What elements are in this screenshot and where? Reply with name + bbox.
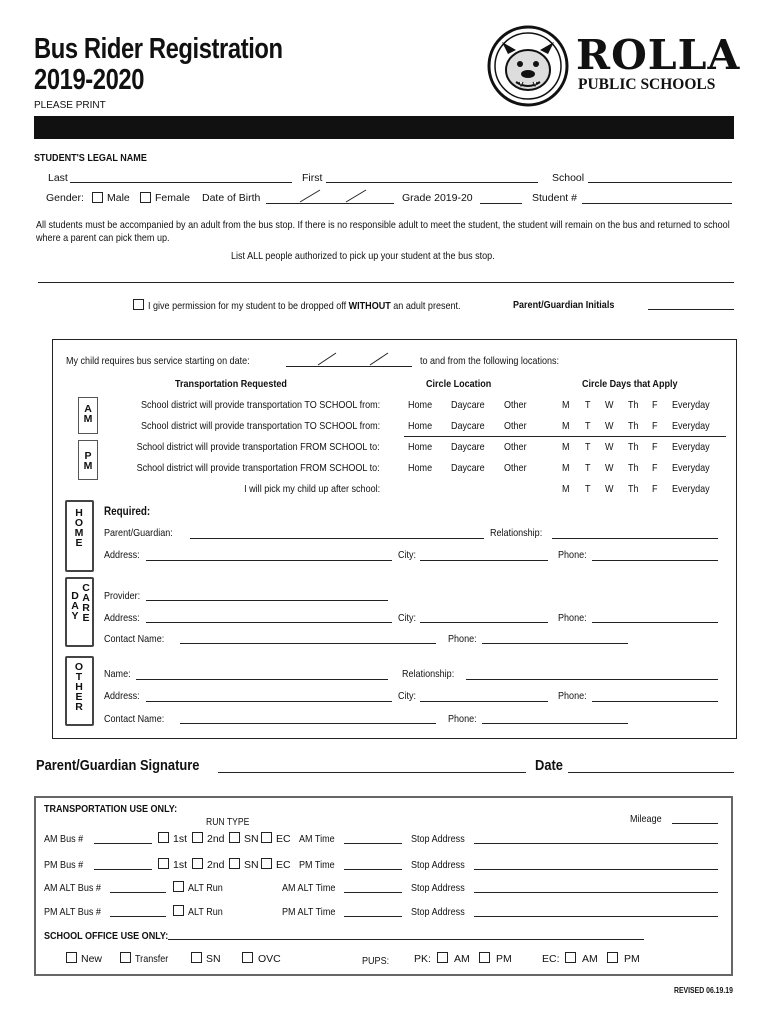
- male-checkbox[interactable]: [92, 192, 103, 203]
- initials-label: Parent/Guardian Initials: [513, 299, 615, 311]
- home-tab: [65, 500, 94, 572]
- day-option[interactable]: Th: [628, 420, 639, 432]
- male-label: Male: [107, 192, 130, 204]
- am-bus-field[interactable]: [94, 843, 152, 844]
- ec-am-label: AM: [582, 953, 598, 965]
- other-address-label: Address:: [104, 690, 140, 702]
- daycare-address-label: Address:: [104, 612, 140, 624]
- pm-alt-bus-label: PM ALT Bus #: [44, 906, 101, 918]
- gender-label: Gender:: [46, 192, 84, 204]
- am-alt-time-field[interactable]: [344, 892, 402, 893]
- home-city-field[interactable]: [420, 560, 548, 561]
- other-tab: [65, 656, 94, 726]
- list-authorized-text: List ALL people authorized to pick up your student at the bus stop.: [231, 250, 495, 262]
- location-option[interactable]: Other: [504, 441, 527, 453]
- revised-date: REVISED 06.19.19: [674, 986, 733, 995]
- slash-icon: [316, 352, 338, 366]
- am-tab: [78, 397, 98, 434]
- am-stop-field[interactable]: [474, 843, 718, 844]
- slash-icon: [344, 189, 368, 203]
- notice-paragraph: All students must be accompanied by an adult from the bus stop. If there is no responsible adult to meet the student, the student will remain on the bus and returned to school where a parent can pick them up.: [36, 219, 730, 244]
- day-option[interactable]: T: [585, 399, 591, 411]
- location-option[interactable]: Daycare: [451, 462, 485, 474]
- first-name-field[interactable]: [326, 182, 538, 183]
- slash-icon: [298, 189, 322, 203]
- other-phone-label: Phone:: [558, 690, 587, 702]
- home-phone-label: Phone:: [558, 549, 587, 561]
- am-sn-label: SN: [244, 833, 259, 845]
- day-option[interactable]: W: [605, 420, 614, 432]
- day-option[interactable]: M: [562, 462, 570, 474]
- new-checkbox[interactable]: [66, 952, 77, 963]
- daycare-city-label: City:: [398, 612, 417, 624]
- locations-label: to and from the following locations:: [420, 355, 560, 367]
- other-phone2-field[interactable]: [482, 723, 628, 724]
- student-section-label: STUDENT'S LEGAL NAME: [34, 152, 147, 164]
- other-name-label: Name:: [104, 668, 131, 680]
- day-option[interactable]: M: [562, 420, 570, 432]
- am-2nd-checkbox[interactable]: [192, 832, 203, 843]
- location-option[interactable]: Daycare: [451, 441, 485, 453]
- ovc-label: OVC: [258, 953, 281, 965]
- pm-sn-checkbox[interactable]: [229, 858, 240, 869]
- ec-pm-label: PM: [624, 953, 640, 965]
- grade-label: Grade 2019-20: [402, 192, 473, 204]
- am-ec-checkbox[interactable]: [261, 832, 272, 843]
- pm-ec-checkbox[interactable]: [261, 858, 272, 869]
- day-option[interactable]: M: [562, 441, 570, 453]
- home-address-label: Address:: [104, 549, 140, 561]
- am-alt-stop-field[interactable]: [474, 892, 718, 893]
- pm-stop-field[interactable]: [474, 869, 718, 870]
- daycare-phone2-field[interactable]: [482, 643, 628, 644]
- location-option[interactable]: Other: [504, 462, 527, 474]
- day-option[interactable]: Th: [628, 399, 639, 411]
- logo-brand: ROLLA: [576, 31, 741, 79]
- pm-tab: [78, 440, 98, 480]
- pk-pm-label: PM: [496, 953, 512, 965]
- service-row-label: School district will provide transportation FROM SCHOOL to:: [136, 441, 380, 453]
- am-alt-run-checkbox[interactable]: [173, 881, 184, 892]
- home-phone-field[interactable]: [592, 560, 718, 561]
- location-option[interactable]: Home: [408, 441, 433, 453]
- am-1st-checkbox[interactable]: [158, 832, 169, 843]
- please-print-note: PLEASE PRINT: [34, 100, 106, 111]
- daycare-phone2-label: Phone:: [448, 633, 477, 645]
- location-option[interactable]: Home: [408, 420, 433, 432]
- day-option[interactable]: F: [652, 441, 658, 453]
- service-row-label: School district will provide transportation TO SCHOOL from:: [140, 420, 380, 432]
- bulldog-logo-icon: [486, 24, 570, 108]
- day-option[interactable]: T: [585, 420, 591, 432]
- location-option[interactable]: Daycare: [451, 420, 485, 432]
- daycare-phone-label: Phone:: [558, 612, 587, 624]
- sn-label: SN: [206, 953, 221, 965]
- pm-time-field[interactable]: [344, 869, 402, 870]
- slash-icon: [368, 352, 390, 366]
- am-sn-checkbox[interactable]: [229, 832, 240, 843]
- service-row-label: I will pick my child up after school:: [243, 483, 380, 495]
- pups-label: PUPS:: [362, 955, 390, 967]
- provider-field[interactable]: [146, 600, 388, 601]
- day-option[interactable]: Th: [628, 483, 639, 495]
- day-option[interactable]: W: [605, 399, 614, 411]
- daycare-tab: [65, 577, 94, 647]
- am-time-label: AM Time: [299, 833, 335, 845]
- pm-2nd-label: 2nd: [207, 859, 225, 871]
- logo-subtitle: PUBLIC SCHOOLS: [578, 76, 716, 93]
- initials-field[interactable]: [648, 309, 734, 310]
- transfer-label: Transfer: [135, 953, 169, 965]
- pm-alt-run-checkbox[interactable]: [173, 905, 184, 916]
- day-option[interactable]: Th: [628, 441, 639, 453]
- authorized-persons-field[interactable]: [38, 282, 734, 283]
- header-bar: [34, 116, 734, 139]
- transportation-use-title: TRANSPORTATION USE ONLY:: [44, 803, 178, 815]
- other-address-field[interactable]: [146, 701, 392, 702]
- pm-1st-label: 1st: [173, 859, 188, 871]
- provider-label: Provider:: [104, 590, 141, 602]
- home-guardian-field[interactable]: [190, 538, 484, 539]
- am-alt-run-label: ALT Run: [188, 882, 223, 894]
- ec-pm-checkbox[interactable]: [607, 952, 618, 963]
- location-option[interactable]: Other: [504, 399, 527, 411]
- signature-date-label: Date: [535, 757, 563, 774]
- location-option[interactable]: Home: [408, 399, 433, 411]
- pm-alt-run-label: ALT Run: [188, 906, 223, 918]
- day-option[interactable]: M: [562, 399, 570, 411]
- home-relationship-label: Relationship:: [490, 527, 543, 539]
- signature-field[interactable]: [218, 772, 526, 773]
- school-office-divider: [168, 939, 644, 940]
- dob-label: Date of Birth: [202, 192, 261, 204]
- pk-am-checkbox[interactable]: [437, 952, 448, 963]
- start-date-field[interactable]: [286, 366, 412, 367]
- other-phone2-label: Phone:: [448, 713, 477, 725]
- school-label: School: [552, 172, 585, 184]
- student-number-field[interactable]: [582, 203, 732, 204]
- am-1st-label: 1st: [173, 833, 188, 845]
- sn-checkbox[interactable]: [191, 952, 202, 963]
- pm-label: P M: [83, 450, 93, 472]
- day-option[interactable]: Th: [628, 462, 639, 474]
- day-option[interactable]: T: [585, 441, 591, 453]
- signature-date-field[interactable]: [568, 772, 734, 773]
- pm-sn-label: SN: [244, 859, 259, 871]
- day-option[interactable]: W: [605, 441, 614, 453]
- other-contact-label: Contact Name:: [104, 713, 165, 725]
- school-office-title: SCHOOL OFFICE USE ONLY:: [44, 930, 169, 942]
- home-relationship-field[interactable]: [552, 538, 718, 539]
- pm-bus-label: PM Bus #: [44, 859, 84, 871]
- ec-am-checkbox[interactable]: [565, 952, 576, 963]
- col-location-header: Circle Location: [426, 378, 492, 390]
- ec-label: EC:: [542, 953, 560, 965]
- other-phone-field[interactable]: [592, 701, 718, 702]
- am-alt-stop-label: Stop Address: [411, 882, 465, 894]
- form-title: Bus Rider Registration 2019-2020: [34, 33, 283, 96]
- pm-stop-label: Stop Address: [411, 859, 465, 871]
- day-option[interactable]: F: [652, 399, 658, 411]
- day-option[interactable]: F: [652, 420, 658, 432]
- day-option[interactable]: Everyday: [672, 420, 710, 432]
- home-guardian-label: Parent/Guardian:: [104, 527, 173, 539]
- home-address-field[interactable]: [146, 560, 392, 561]
- pm-2nd-checkbox[interactable]: [192, 858, 203, 869]
- required-label: Required:: [104, 506, 151, 518]
- am-alt-bus-field[interactable]: [110, 892, 166, 893]
- day-option[interactable]: Everyday: [672, 399, 710, 411]
- pm-bus-field[interactable]: [94, 869, 152, 870]
- am-bus-label: AM Bus #: [44, 833, 84, 845]
- pk-am-label: AM: [454, 953, 470, 965]
- mileage-field[interactable]: [672, 823, 718, 824]
- daycare-contact-field[interactable]: [180, 643, 436, 644]
- am-time-field[interactable]: [344, 843, 402, 844]
- pm-alt-bus-field[interactable]: [110, 916, 166, 917]
- service-row-label: School district will provide transportation TO SCHOOL from:: [140, 399, 380, 411]
- signature-label: Parent/Guardian Signature: [36, 757, 200, 774]
- home-city-label: City:: [398, 549, 417, 561]
- school-field[interactable]: [588, 182, 732, 183]
- other-city-label: City:: [398, 690, 417, 702]
- home-tab-label: H O M E: [74, 507, 84, 549]
- grade-field[interactable]: [480, 203, 522, 204]
- pm-alt-time-field[interactable]: [344, 916, 402, 917]
- pm-alt-time-label: PM ALT Time: [282, 906, 336, 918]
- pm-alt-stop-label: Stop Address: [411, 906, 465, 918]
- am-alt-time-label: AM ALT Time: [282, 882, 336, 894]
- am-label: A M: [83, 403, 93, 425]
- am-pm-divider: [404, 436, 726, 437]
- permission-checkbox[interactable]: [133, 299, 144, 310]
- am-ec-label: EC: [276, 833, 291, 845]
- pm-1st-checkbox[interactable]: [158, 858, 169, 869]
- col-transportation-header: Transportation Requested: [175, 378, 287, 390]
- female-checkbox[interactable]: [140, 192, 151, 203]
- last-name-label: Last: [48, 172, 68, 184]
- female-label: Female: [155, 192, 191, 204]
- pk-pm-checkbox[interactable]: [479, 952, 490, 963]
- day-option[interactable]: F: [652, 483, 658, 495]
- day-option[interactable]: T: [585, 483, 591, 495]
- daycare-address-field[interactable]: [146, 622, 392, 623]
- pm-time-label: PM Time: [299, 859, 335, 871]
- transfer-checkbox[interactable]: [120, 952, 131, 963]
- new-label: New: [81, 953, 103, 965]
- dob-field[interactable]: [266, 203, 394, 204]
- ovc-checkbox[interactable]: [242, 952, 253, 963]
- col-days-header: Circle Days that Apply: [582, 378, 678, 390]
- run-type-label: RUN TYPE: [206, 817, 250, 828]
- other-name-field[interactable]: [136, 679, 388, 680]
- day-option[interactable]: T: [585, 462, 591, 474]
- mileage-label: Mileage: [630, 813, 662, 825]
- location-option[interactable]: Home: [408, 462, 433, 474]
- daycare-phone-field[interactable]: [592, 622, 718, 623]
- pm-alt-stop-field[interactable]: [474, 916, 718, 917]
- start-date-label: My child requires bus service starting on date:: [66, 355, 250, 367]
- location-option[interactable]: Daycare: [451, 399, 485, 411]
- day-option[interactable]: W: [605, 462, 614, 474]
- other-city-field[interactable]: [420, 701, 548, 702]
- last-name-field[interactable]: [70, 182, 292, 183]
- other-tab-label: O T H E R: [74, 661, 84, 713]
- service-row-label: School district will provide transportation FROM SCHOOL to:: [136, 462, 380, 474]
- day-option[interactable]: W: [605, 483, 614, 495]
- location-option[interactable]: Other: [504, 420, 527, 432]
- daycare-contact-label: Contact Name:: [104, 633, 165, 645]
- day-option[interactable]: Everyday: [672, 441, 710, 453]
- daycare-city-field[interactable]: [420, 622, 548, 623]
- daycare-tab-label: D A Y: [71, 590, 79, 622]
- student-number-label: Student #: [532, 192, 577, 204]
- first-name-label: First: [302, 172, 323, 184]
- day-option[interactable]: Everyday: [672, 483, 710, 495]
- daycare-tab-label: C A R E: [82, 582, 90, 624]
- am-alt-bus-label: AM ALT Bus #: [44, 882, 101, 894]
- am-2nd-label: 2nd: [207, 833, 225, 845]
- office-use-box: [34, 796, 733, 976]
- other-relationship-label: Relationship:: [402, 668, 455, 680]
- other-contact-field[interactable]: [180, 723, 436, 724]
- pm-ec-label: EC: [276, 859, 291, 871]
- day-option[interactable]: Everyday: [672, 462, 710, 474]
- day-option[interactable]: M: [562, 483, 570, 495]
- permission-text: I give permission for my student to be dropped off WITHOUT an adult present.: [148, 300, 461, 312]
- am-stop-label: Stop Address: [411, 833, 465, 845]
- day-option[interactable]: F: [652, 462, 658, 474]
- pk-label: PK:: [414, 953, 431, 965]
- other-relationship-field[interactable]: [466, 679, 718, 680]
